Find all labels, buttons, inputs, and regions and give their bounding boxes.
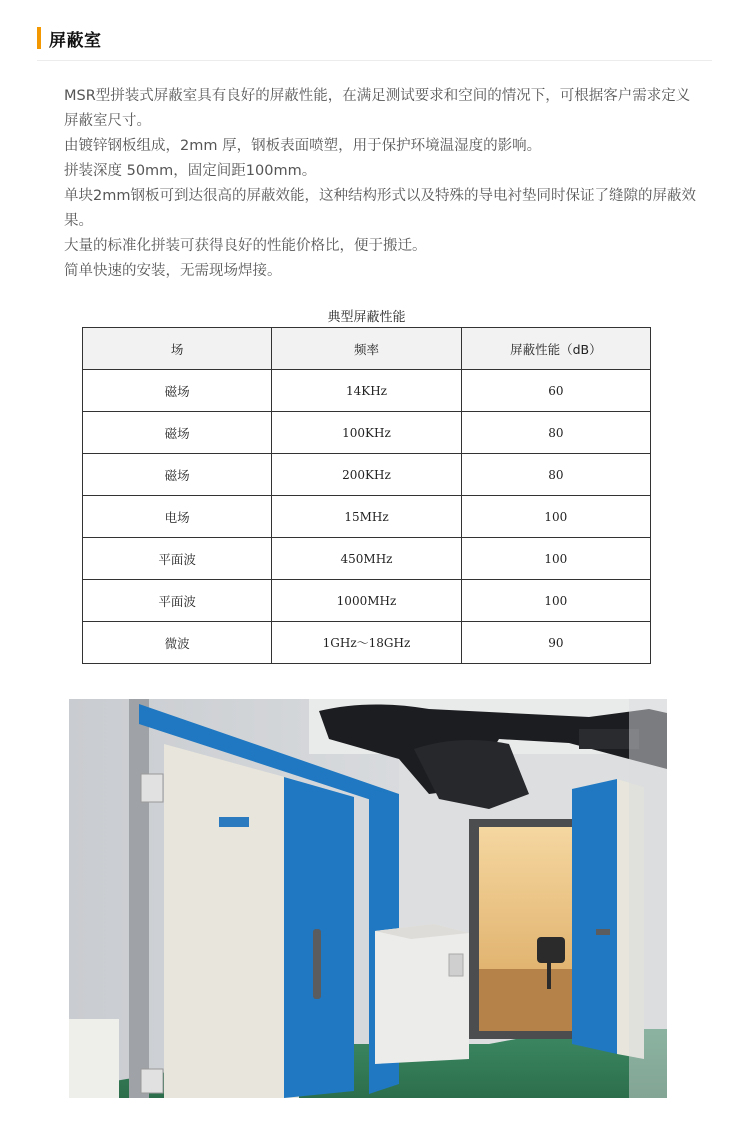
intro-paragraph: 简单快速的安装，无需现场焊接。 (64, 263, 282, 279)
table-row (83, 538, 651, 580)
intro-paragraph: 由镀锌钢板组成，2mm 厚，钢板表面喷塑，用于保护环境温湿度的影响。 (64, 138, 542, 154)
table-row (83, 370, 651, 412)
table-caption: 典型屏蔽性能 (327, 310, 406, 325)
cell-frequency: 14KHz (272, 370, 461, 412)
cell-field: 平面波 (83, 538, 272, 580)
intro-text (64, 84, 704, 284)
cell-field: 磁场 (83, 454, 272, 496)
cell-frequency: 450MHz (272, 538, 461, 580)
cell-performance: 60 (461, 370, 650, 412)
cell-frequency: 1GHz～18GHz (272, 622, 461, 664)
cell-frequency: 100KHz (272, 412, 461, 454)
intro-paragraph: 拼装深度 50mm，固定间距100mm。 (64, 163, 317, 179)
cell-performance: 80 (461, 454, 650, 496)
cell-field: 电场 (83, 496, 272, 538)
intro-paragraph: 大量的标准化拼装可获得良好的性能价格比，便于搬迁。 (64, 238, 427, 254)
cell-frequency: 15MHz (272, 496, 461, 538)
heading-accent-bar (37, 27, 41, 49)
section-heading (37, 26, 102, 50)
table-row (83, 622, 651, 664)
table-row (83, 496, 651, 538)
page-title: 屏蔽室 (49, 30, 102, 51)
cell-performance: 80 (461, 412, 650, 454)
cell-frequency: 1000MHz (272, 580, 461, 622)
cell-performance: 100 (461, 580, 650, 622)
cell-field: 微波 (83, 622, 272, 664)
cell-frequency: 200KHz (272, 454, 461, 496)
intro-paragraph: MSR型拼装式屏蔽室具有良好的屏蔽性能，在满足测试要求和空间的情况下，可根据客户需求定义屏蔽室尺寸。 (64, 88, 691, 129)
table-row (83, 412, 651, 454)
intro-paragraph: 单块2mm钢板可到达很高的屏蔽效能，这种结构形式以及特殊的导电衬垫同时保证了缝隙的屏蔽效果。 (64, 188, 696, 229)
table-row (83, 580, 651, 622)
cell-field: 磁场 (83, 412, 272, 454)
cell-performance: 100 (461, 496, 650, 538)
cell-performance: 100 (461, 538, 650, 580)
cell-performance: 90 (461, 622, 650, 664)
table-row (83, 454, 651, 496)
table-header-row (83, 328, 651, 370)
cell-field: 磁场 (83, 370, 272, 412)
column-header-field: 场 (83, 328, 272, 370)
column-header-frequency: 频率 (272, 328, 461, 370)
shielding-performance-table (82, 327, 651, 664)
heading-divider (37, 60, 712, 61)
cell-field: 平面波 (83, 580, 272, 622)
shielded-room-photo (69, 699, 667, 1098)
column-header-performance: 屏蔽性能（dB） (461, 328, 650, 370)
